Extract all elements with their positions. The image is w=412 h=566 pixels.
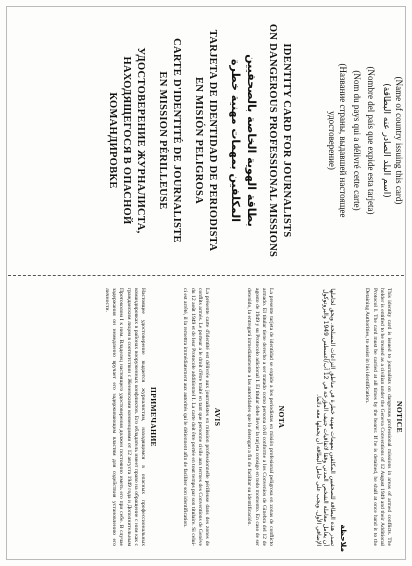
country-line-ar: (اسم البلد الصادر عنه البطاقة) — [381, 83, 391, 198]
title-es-line-1: TARJETA DE IDENTIDAD DE PERIODISTA — [207, 29, 218, 252]
title-ru-line-1: УДОСТОВЕРЕНИЕ ЖУРНАЛИСТА, — [135, 47, 146, 234]
notice-text-fr: La présente carte d'identité est délivrée aux journalistes en mission professionnelle périlleuse dans des zones de conflits armés. Le porteur a le droit d'être traité en tant que personne civile aux termes des Conventions de Genève du 12 août 1949 et de leur Protocole additionnel I. La carte doit être portée en tout temps par son titulaire. Si celui-ci est arrêté, il la remettra immédiatement aux autorités qui le détiennent afin de faciliter son identification. — [182, 288, 210, 546]
notice-heading-en: NOTICE — [395, 401, 404, 433]
notice-heading-fr: AVIS — [213, 407, 222, 427]
title-es-line-2: EN MISIÓN PELIGROSA — [193, 76, 204, 205]
title-en-line-2: ON DANGEROUS PROFESSIONAL MISSIONS — [267, 23, 278, 258]
title-ar-line-1: بطاقة الهوية الخاصة بالصحفيين — [245, 54, 258, 227]
country-line-en: (Name of country issuing this card) — [394, 76, 404, 205]
notice-text-en: This identity card is issued to journalists on dangerous professional missions in areas of armed conflicts. The holder is entitled to be treated as a civilian under the Geneva Conventions of 12 August 1949 and their Additional Protocol I. The card must be carried at all times by the bearer. If he is detained, he shall at once hand it to the Detaining Authorities, to assist in his identification. — [364, 288, 392, 546]
title-fr-line-2: EN MISSION PÉRILLEUSE — [157, 71, 168, 210]
notice-text-es: La presente tarjeta de identidad se expide a los periodistas en misión profesional peligrosa en zonas de conflicto armado. El titular tiene derecho a ser tratado como persona civil conforme a los Convenios de Ginebra del 12 de agosto de 1949 y su Protocolo adicional I. El titular debe llevar la tarjeta consigo en todo momento. En caso de ser detenido, la entregará inmediatamente a las autoridades que lo detengan a fin de facilitar su identificación. — [246, 288, 274, 546]
country-line-fr: (Nom du pays qui a délivré cette carte) — [352, 70, 362, 211]
country-line-es: (Nombre del país que expide esta tarjeta) — [366, 66, 376, 215]
title-ru-line-3: КОМАНДИРОВКЕ — [107, 92, 118, 189]
notice-heading-ar: ملاحظة — [339, 524, 348, 552]
fold-line — [8, 275, 404, 276]
title-fr-line-1: CARTE D'IDENTITÉ DE JOURNALISTE — [171, 38, 182, 243]
notice-panel — [12, 282, 408, 552]
title-panel — [12, 8, 408, 273]
notice-heading-es: NOTA — [277, 405, 286, 429]
country-line-ru: (Название страны, выдавшей настоящее удостоверение) — [327, 63, 348, 218]
notice-heading-ru: ПРИМЕЧАНИЕ — [149, 387, 158, 447]
title-ar-line-2: المكلفين بمهمات مهنية خطرة — [229, 59, 242, 222]
notice-text-ar: تصدر هذه البطاقة للصحفيين المكلفين بمهمات مهنية خطرة في مناطق النزاعات المسلحة. ويحق لحاملها أن يعامل معاملة الشخص المدني وفقا لاتفاقيات جنيف المؤرخة في 12 آب/أغسطس 1949 والبروتوكول الإضافي الأول. ويجب على حامل البطاقة أن يحملها معه دائما. — [314, 288, 336, 546]
notice-text-ru: Настоящее удостоверение выдается журналистам, находящимся в опасных профессиональных командировках в районах вооруженных конфликтов. Его обладатель имеет право на обращение с ним как с гражданским лицом в соответствии с Женевскими конвенциями от 12 августа 1949 года и Дополнительным Протоколом I к ним. Владелец настоящего удостоверения должен постоянно иметь его при себе. В случае задержания он немедленно вручает его задерживающим властям для содействия установлению его личности. — [103, 288, 146, 546]
title-ru-line-2: НАХОДЯЩЕГОСЯ В ОПАСНОЙ — [121, 56, 132, 225]
title-en-line-1: IDENTITY CARD FOR JOURNALISTS — [281, 43, 292, 238]
